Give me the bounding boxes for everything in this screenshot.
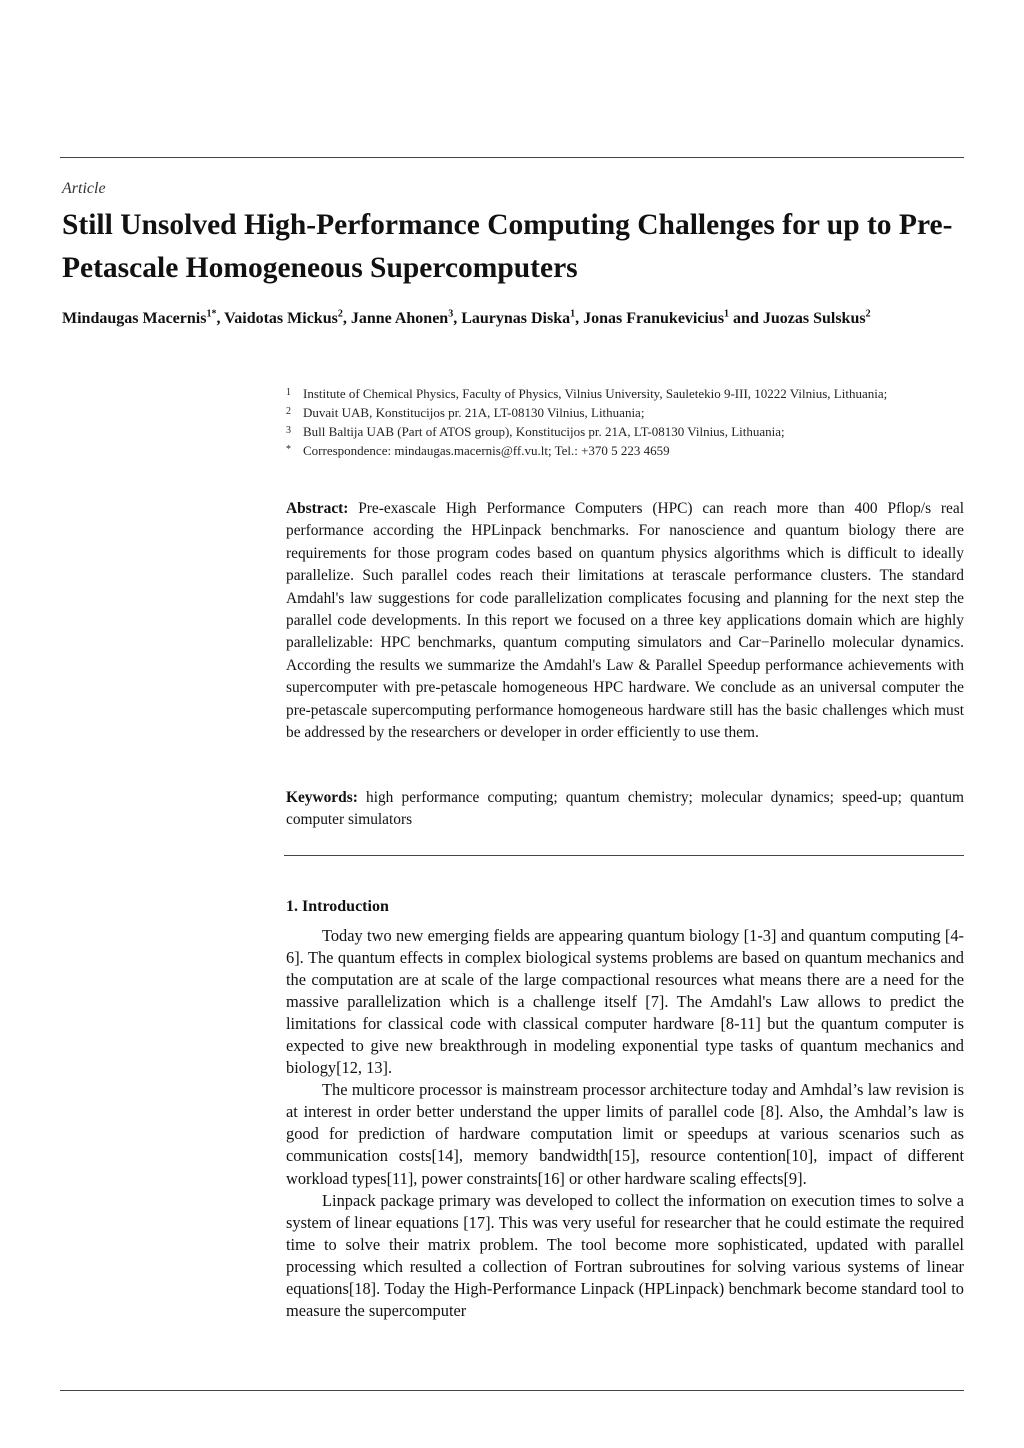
abstract-text: Pre-exascale High Performance Computers (HPC) can reach more than 400 Pflop/s real performance according the HPLinpack benchmarks. For nanoscience and quantum biology there are requirements for those program codes based on quantum physics algorithms which is difficult to ideally parallelize. Such parallel codes reach their limitations at terascale performance clusters. The standard Amdahl's law suggestions for code parallelization complicates focusing and planning for the next step the parallel code developments. In this report we focused on a three key applications domain which are highly parallelizable: HPC benchmarks, quantum computing simulators and Car−Parinello molecular dynamics. According the results we summarize the Amdahl's Law & Parallel Speedup performance achievements with supercomputer with pre-petascale homogeneous HPC hardware. We conclude as an universal computer the pre-petascale supercomputing performance homogeneous hardware still has the basic challenges which must be addressed by the researchers or developer in order efficiently to use them. [286, 500, 964, 742]
author: Mindaugas Macernis$^{1*}$, [62, 308, 225, 327]
affiliation-item [286, 422, 966, 441]
author-list [62, 307, 962, 331]
body-paragraph: Today two new emerging fields are appearing quantum biology [1-3] and quantum computing [4-6]. The quantum effects in complex biological systems problems are based on quantum mechanics and the computation are at scale of the large compactional resources what means there are a need for the massive parallelization which is a challenge itself [7]. The Amdahl's Law allows to predict the limitations for classical code with classical computer hardware [8-11] but the quantum computer is expected to give new breakthrough in modeling exponential type tasks of quantum mechanics and biology[12, 13]. [286, 926, 964, 1078]
affiliation-marker: 1 [286, 387, 291, 398]
correspondence-text: Correspondence: mindaugas.macernis@ff.vu.lt; Tel.: +370 5 223 4659 [303, 443, 670, 458]
author: Vaidotas Mickus$^2$, [224, 308, 351, 327]
introduction-body [286, 925, 964, 1322]
affiliation-marker: 3 [286, 425, 291, 436]
article-type-label: Article [62, 180, 106, 197]
affiliation-marker: 2 [286, 406, 291, 417]
affiliation-text: Bull Baltija UAB (Part of ATOS group), Konstitucijos pr. 21A, LT-08130 Vilnius, Lithuania; [303, 424, 785, 439]
affiliation-item [286, 384, 966, 403]
affiliation-text: Institute of Chemical Physics, Faculty of Physics, Vilnius University, Sauletekio 9-III, 10222 Vilnius, Lithuania; [303, 386, 888, 401]
body-paragraph: The multicore processor is mainstream processor architecture today and Amhdal’s law revision is at interest in order better understand the upper limits of parallel code [8]. Also, the Amhdal’s law is good for prediction of hardware computation limit or speedups at various scenarios such as communication costs[14], memory bandwidth[15], resource contention[10], impact of different workload types[11], power constraints[16] or other hardware scaling effects[9]. [286, 1080, 964, 1188]
author: Juozas Sulskus$^2$ [762, 308, 871, 327]
affiliation-text: Duvait UAB, Konstitucijos pr. 21A, LT-08130 Vilnius, Lithuania; [303, 405, 645, 420]
abstract-rule [284, 855, 964, 856]
footer-rule [60, 1390, 964, 1391]
header-rule [60, 157, 964, 158]
keywords [286, 787, 964, 832]
affiliation-list [286, 384, 966, 460]
author: Laurynas Diska$^1$, [461, 308, 584, 327]
affiliation-marker: * [286, 444, 291, 455]
body-paragraph: Linpack package primary was developed to collect the information on execution times to solve a system of linear equations [17]. This was very useful for researcher that he could estimate the required time to solve their matrix problem. The tool become more sophisticated, updated with parallel processing which resulted a collection of Fortran subroutines for solving various systems of linear equations[18]. Today the High-Performance Linpack (HPLinpack) benchmark become standard tool to measure the supercomputer [286, 1190, 964, 1320]
affiliation-item [286, 403, 966, 422]
abstract-label: Abstract: [286, 500, 349, 517]
author: Jonas Franukevicius$^1$ and [583, 308, 763, 327]
author: Janne Ahonen$^3$, [350, 308, 462, 327]
keywords-label: Keywords: [286, 789, 358, 806]
keywords-text: high performance computing; quantum chemistry; molecular dynamics; speed-up; quantum computer simulators [286, 789, 964, 829]
abstract [286, 498, 964, 744]
section-heading-introduction: 1. Introduction [286, 898, 389, 915]
paper-title: Still Unsolved High-Performance Computing Challenges for up to Pre-Petascale Homogeneous Supercomputers [62, 209, 953, 284]
affiliation-item [286, 441, 966, 460]
